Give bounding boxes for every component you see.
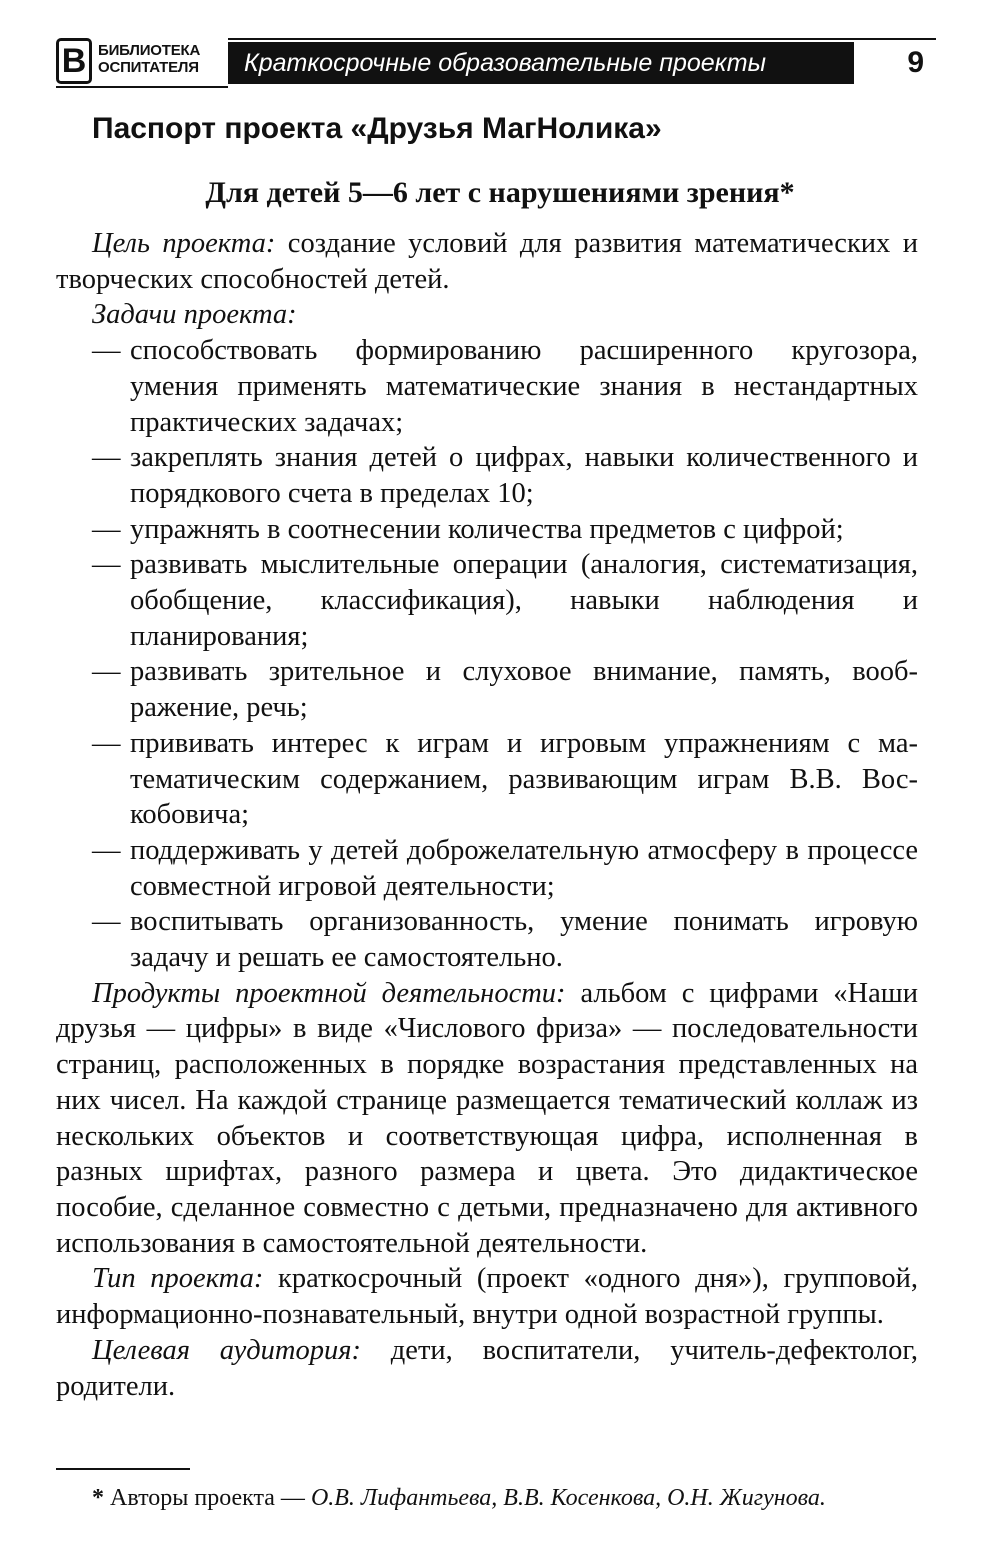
footnote-text: Авторы проекта — — [104, 1485, 311, 1511]
audience-label: Целевая аудитория: — [92, 1334, 361, 1366]
task-item — [56, 333, 918, 440]
task-text: развивать зрительное и слуховое внимание, память, воображение, речь; — [130, 656, 918, 724]
task-item — [56, 833, 918, 904]
dash-marker: — — [92, 442, 121, 474]
series-title: Краткосрочные образовательные проекты — [228, 42, 854, 84]
task-text: способствовать формированию расширенного кругозора, умения применять математические знания в нестандартных практических задачах; — [130, 335, 918, 438]
task-text: закреплять знания детей о цифрах, навыки количественного и порядкового счета в пределах 10; — [130, 442, 918, 509]
type-paragraph — [56, 1261, 918, 1332]
task-item — [56, 904, 918, 975]
footnote-authors: О.В. Лифантьева, В.В. Косенкова, О.Н. Жигунова. — [310, 1485, 826, 1511]
page-subtitle: Для детей 5—6 лет с нарушениями зрения* — [205, 176, 795, 209]
goal-text: создание условий для развития математических и творческих способностей детей. — [56, 228, 918, 295]
dash-marker: — — [92, 834, 121, 866]
footnote-rule — [56, 1468, 190, 1470]
task-item — [56, 726, 918, 833]
type-text: краткосрочный (проект «одного дня»), групповой, информационно-познавательный, внутри одной возрастной группы. — [56, 1263, 919, 1331]
task-text: прививать интерес к играм и игровым упражнениям с математическим содержанием, развивающим играм В.В. Воскобовича; — [130, 727, 918, 831]
dash-marker: — — [92, 906, 121, 938]
dash-marker: — — [92, 549, 121, 581]
products-text: альбом с цифрами «Наши друзья — цифры» в виде «Числового фриза» — последовательности страниц, расположенных в порядке возрастания представленных на них чисел. На каждой странице размещается тематический коллаж из нескольких объектов и соответствующая цифра, исполненная в разных шрифтах, разного размера и цвета. Это дидактическое пособие, сделанное совместно с детьми, предназначено для активного использования в самостоятельной деятельности. — [56, 977, 918, 1259]
products-paragraph — [56, 976, 918, 1262]
task-text: развивать мыслительные операции (аналогия, систематизация, обобщение, классификация), навыки наблюдения и планирования; — [130, 549, 918, 652]
header-rule-top — [228, 38, 936, 40]
type-label: Тип проекта: — [92, 1263, 264, 1295]
tasks-heading — [56, 297, 918, 333]
dash-marker: — — [92, 513, 121, 545]
dash-marker: — — [92, 335, 121, 367]
task-item — [56, 654, 918, 725]
series-logo-text — [98, 42, 200, 76]
products-label: Продукты проектной деятельности: — [92, 977, 566, 1009]
task-text: воспитывать организованность, умение понимать игровую задачу и решать ее самостоятельно. — [130, 906, 918, 974]
dash-marker: — — [92, 727, 121, 759]
logo-line-2: ОСПИТАТЕЛЯ — [98, 59, 199, 76]
logo-letter: В — [61, 42, 87, 80]
running-header — [56, 38, 936, 88]
header-rule-bottom — [56, 86, 228, 88]
logo-line-1: БИБЛИОТЕКА — [98, 42, 201, 59]
main-content — [56, 226, 918, 1404]
series-logo-mark — [56, 38, 92, 84]
task-text: упражнять в соотнесении количества предметов с цифрой; — [130, 513, 844, 545]
goal-label: Цель проекта: — [92, 228, 276, 259]
task-item — [56, 547, 918, 654]
tasks-label: Задачи проекта: — [92, 299, 297, 331]
footnote — [92, 1483, 826, 1513]
page-title: Паспорт проекта «Друзья МагНолика» — [92, 112, 662, 145]
page-number: 9 — [907, 46, 924, 79]
task-item — [56, 440, 918, 511]
goal-paragraph — [56, 226, 918, 297]
task-text: поддерживать у детей доброжелательную атмосферу в процессе совместной игровой деятельности; — [130, 834, 918, 902]
audience-paragraph — [56, 1333, 918, 1404]
audience-text: дети, воспитатели, учитель-дефектолог, родители. — [56, 1334, 918, 1402]
footnote-mark: * — [92, 1485, 104, 1511]
dash-marker: — — [92, 656, 121, 688]
task-item — [56, 512, 918, 548]
tasks-list — [56, 333, 918, 976]
